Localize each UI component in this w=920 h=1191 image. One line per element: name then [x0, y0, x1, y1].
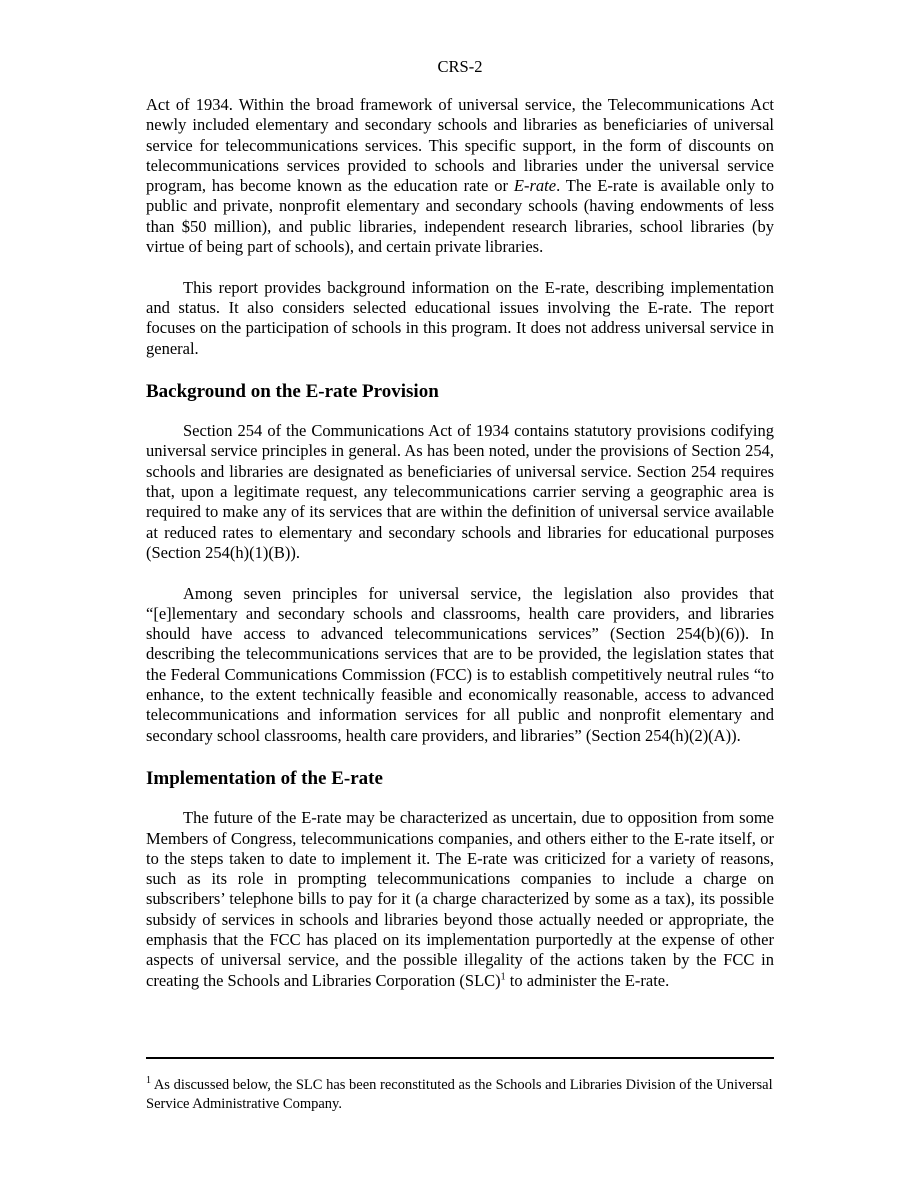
paragraph-future-text-a: The future of the E-rate may be characterized as uncertain, due to opposition from some Members of Congress, telecommunications companies, and others either to the E-rate itself, or to the steps taken to date to implement it. The E-rate was criticized for a variety of reasons, such as its role in prompting telecommunications companies to include a charge on subscribers’ telephone bills to pay for it (a charge characterized by some as a tax), its possible subsidy of services in schools and libraries beyond those actually needed or appropriate, the emphasis that the FCC has placed on its implementation purportedly at the expense of other aspects of universal service, and the possible illegality of the actions taken by the FCC in creating the Schools and Libraries Corporation (SLC)	[146, 808, 774, 990]
footnote-text: As discussed below, the SLC has been reconstituted as the Schools and Libraries Division of the Universal Service Administrative Company.	[146, 1077, 773, 1112]
footnote-1	[146, 1076, 774, 1114]
footnote-separator	[146, 1057, 774, 1059]
paragraph-spacer	[146, 746, 774, 766]
section-heading-background: Background on the E-rate Provision	[146, 381, 439, 403]
paragraph-intro-text-b: . The E-rate is available only to public and private, nonprofit elementary and secondary schools (having endowments of less than $50 million), and public libraries, independent research libraries, school libraries (by virtue of being part of schools), and certain private libraries.	[146, 176, 774, 257]
paragraph-intro	[146, 95, 774, 257]
footnote-reference[interactable]: 1	[500, 971, 506, 983]
paragraph-section-254: Section 254 of the Communications Act of 1934 contains statutory provisions codifying universal service principles in general. As has been noted, under the provisions of Section 254, schools and libraries are designated as beneficiaries of universal service. Section 254 requires that, upon a legitimate request, any telecommunications carrier serving a geographic area is required to make any of its services that are within the definition of universal service available at reduced rates to elementary and secondary schools and libraries for educational purposes (Section 254(h)(1)(B)).	[146, 421, 774, 562]
paragraph-spacer	[146, 359, 774, 379]
paragraph-spacer	[146, 257, 774, 277]
section-heading-implementation: Implementation of the E-rate	[146, 768, 383, 790]
paragraph-future-text-b: to administer the E-rate.	[505, 970, 670, 990]
footnote-marker: 1	[146, 1075, 151, 1087]
e-rate-term: E-rate	[513, 176, 557, 196]
paragraph-intro-text-a: Act of 1934. Within the broad framework of universal service, the Telecommunications Act newly included elementary and secondary schools and libraries as beneficiaries of universal service for telecommunications services. This specific support, in the form of discounts on telecommunications services provided to schools and libraries under the universal service program, has become known as the education rate or	[146, 95, 774, 196]
paragraph-principles: Among seven principles for universal service, the legislation also provides that “[e]lementary and secondary schools and classrooms, health care providers, and libraries should have access to advanced telecommunications services” (Section 254(b)(6)). In describing the telecommunications services that are to be provided, the legislation states that the Federal Communications Commission (FCC) is to establish competitively neutral rules “to enhance, to the extent technically feasible and economically reasonable, access to advanced telecommunications and information services for all public and nonprofit elementary and secondary school classrooms, health care providers, and libraries” (Section 254(h)(2)(A)).	[146, 583, 774, 745]
paragraph-future	[146, 808, 774, 991]
body-text	[146, 95, 774, 991]
page-number: CRS-2	[437, 57, 483, 76]
paragraph-spacer	[146, 563, 774, 583]
paragraph-report-scope: This report provides background information on the E-rate, describing implementation and status. It also considers selected educational issues involving the E-rate. The report focuses on the participation of schools in this program. It does not address universal service in general.	[146, 277, 774, 358]
